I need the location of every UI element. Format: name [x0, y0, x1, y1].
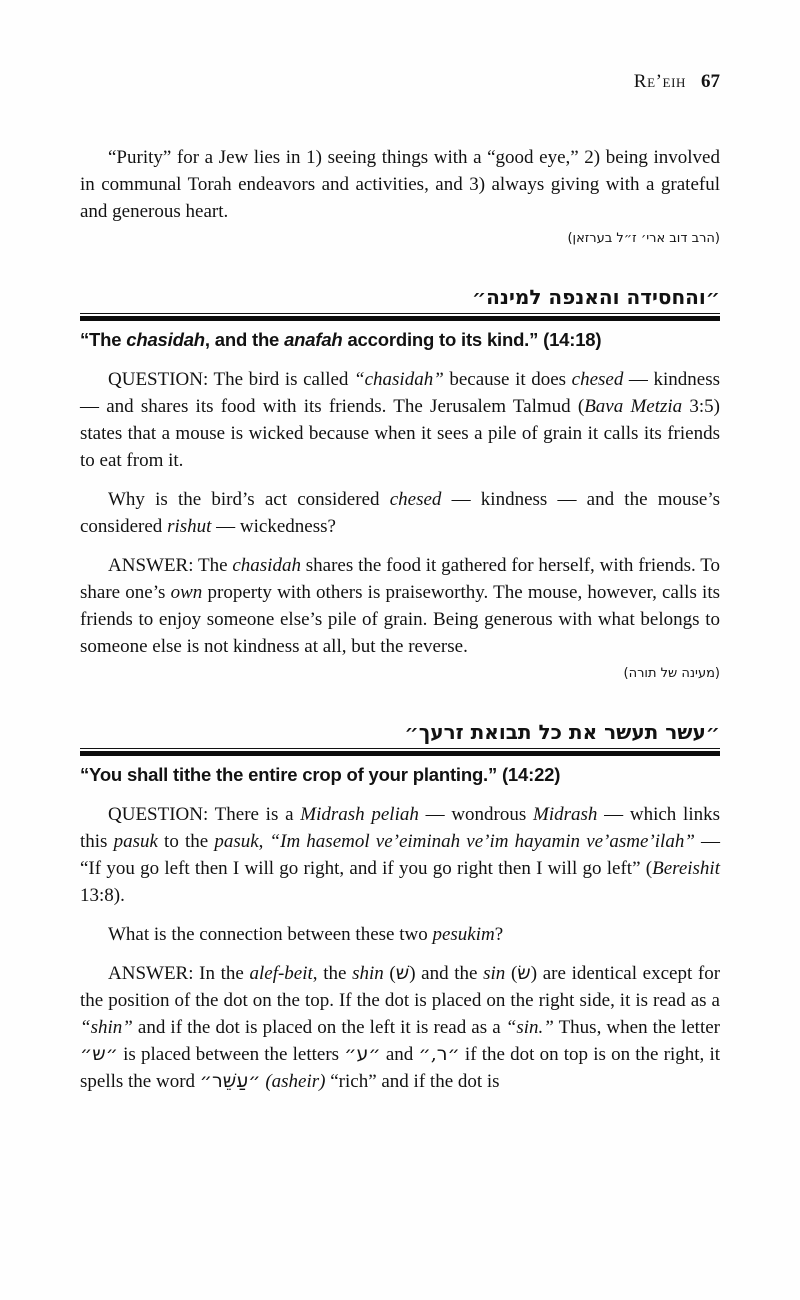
text-segment: “Purity” for a Jew lies in 1) seeing things with a “good eye,” 2) being involved in communal Torah endeavors and activities, and 3) always giving with a grateful and generous heart. [80, 147, 720, 222]
text-segment: Midrash peliah [300, 804, 419, 825]
verse-translation-heading [80, 763, 720, 787]
text-segment: QUESTION: There is a [108, 804, 301, 825]
text-segment: ? [494, 924, 504, 945]
text-segment: — kindness — and shares its food with its friends. The Jerusalem Talmud ( [80, 369, 721, 417]
text-segment: What is the connection between these two [108, 924, 433, 945]
attribution-row [80, 229, 720, 248]
source-attribution: (הרב דוב ארי׳ ז״ל בערזאן) [567, 231, 720, 246]
question-followup-paragraph [80, 486, 720, 540]
section-body [80, 801, 720, 1095]
text-segment: “You shall tithe the entire crop of your planting.” (14:22) [80, 764, 561, 785]
page-number: 67 [701, 71, 720, 92]
text-segment: to the [157, 831, 215, 852]
text-segment: “sin.” [505, 1017, 554, 1038]
text-segment: ANSWER: The [108, 555, 233, 576]
verse-translation-heading [80, 328, 720, 352]
text-segment: chesed [571, 369, 624, 390]
text-segment: 3:5) states that a mouse is wicked because when it sees a pile of grain it calls its friends to eat from it. [80, 396, 720, 471]
intro-paragraph [80, 144, 720, 225]
question-followup-paragraph [80, 921, 720, 948]
text-segment: (asheir) [265, 1071, 326, 1092]
hebrew-inline-text: ״ש״ [80, 1043, 118, 1065]
commentary-section-1 [80, 284, 720, 683]
text-segment: , [258, 831, 270, 852]
text-segment: ) are identical except for the position of the dot on the top. If the dot is placed on the right side, it is read as a [80, 963, 721, 1011]
answer-paragraph [80, 960, 720, 1095]
text-segment: — kindness — and the mouse’s considered [80, 489, 720, 537]
heading-rule [80, 316, 720, 321]
text-segment: alef-beit [249, 963, 313, 984]
text-segment: and [380, 1044, 419, 1065]
answer-paragraph [80, 552, 720, 660]
text-segment: , the [312, 963, 353, 984]
running-header [80, 70, 720, 94]
text-segment: ANSWER: In the [108, 963, 250, 984]
attribution-row [80, 664, 720, 683]
text-segment: according to its kind.” (14:18) [342, 329, 602, 350]
text-segment: — wondrous [418, 804, 534, 825]
hebrew-inline-text: שׁ [395, 962, 410, 984]
text-segment: pesukim [432, 924, 495, 945]
text-segment: shares the food it gathered for herself, with friends. To share one’s [80, 555, 720, 603]
text-segment: ( [383, 963, 396, 984]
text-segment: QUESTION: The bird is called [108, 369, 355, 390]
text-segment: 13:8). [80, 885, 125, 906]
hebrew-inline-text: ״ע״ [344, 1043, 381, 1065]
text-segment: chasidah [126, 329, 205, 350]
text-segment: Thus, when the letter [553, 1017, 720, 1038]
hebrew-verse-heading: ״עשר תעשר את כל תבואת זרעך״ [80, 719, 720, 749]
text-segment: — wickedness? [211, 516, 336, 537]
text-segment: pasuk [214, 831, 259, 852]
hebrew-inline-text: ״ר,״ [418, 1043, 460, 1065]
text-segment: “rich” and if the dot is [325, 1071, 500, 1092]
text-segment: property with others is praiseworthy. The mouse, however, calls its friends to enjoy someone else’s pile of grain. Being generous with what belongs to someone else is not kindness at all, but the reverse. [80, 582, 721, 657]
text-segment: if the dot on top is on the right, it spells the word [80, 1044, 721, 1092]
text-segment: , and the [204, 329, 285, 350]
text-segment: Bereishit [652, 858, 720, 879]
text-segment: Bava Metzia [584, 396, 683, 417]
hebrew-verse-heading: ״והחסידה והאנפה למינה״ [80, 284, 720, 314]
text-segment: ( [505, 963, 518, 984]
question-paragraph [80, 366, 720, 474]
heading-rule [80, 751, 720, 756]
text-segment: chasidah [232, 555, 301, 576]
text-segment: own [170, 582, 203, 603]
text-segment: “shin” [80, 1017, 133, 1038]
text-segment: ) and the [409, 963, 484, 984]
text-segment: “The [80, 329, 127, 350]
text-segment: — “If you go left then I will go right, and if you go right then I will go left” ( [80, 831, 721, 879]
hebrew-inline-text: ״עַשֵּׁר״ [199, 1070, 261, 1092]
text-segment: anafah [284, 329, 343, 350]
text-segment: — which links this [80, 804, 720, 852]
text-segment: because it does [443, 369, 572, 390]
text-segment: Midrash [533, 804, 598, 825]
section-body [80, 366, 720, 683]
text-segment: pasuk [113, 831, 158, 852]
text-segment: chesed [389, 489, 442, 510]
text-segment: rishut [167, 516, 212, 537]
text-segment: is placed between the letters [117, 1044, 345, 1065]
text-segment: “chasidah” [354, 369, 444, 390]
text-segment: Why is the bird’s act considered [108, 489, 390, 510]
text-segment: shin [352, 963, 384, 984]
text-segment: and if the dot is placed on the left it is read as a [132, 1017, 506, 1038]
source-attribution: (מעינה של תורה) [623, 666, 720, 681]
question-paragraph [80, 801, 720, 909]
commentary-section-2 [80, 719, 720, 1095]
hebrew-inline-text: שׂ [517, 962, 531, 984]
text-segment: “Im hasemol ve’eiminah ve’im hayamin ve’asme’ilah” [269, 831, 695, 852]
parsha-title: Re’eih [633, 71, 686, 92]
text-segment: sin [483, 963, 506, 984]
